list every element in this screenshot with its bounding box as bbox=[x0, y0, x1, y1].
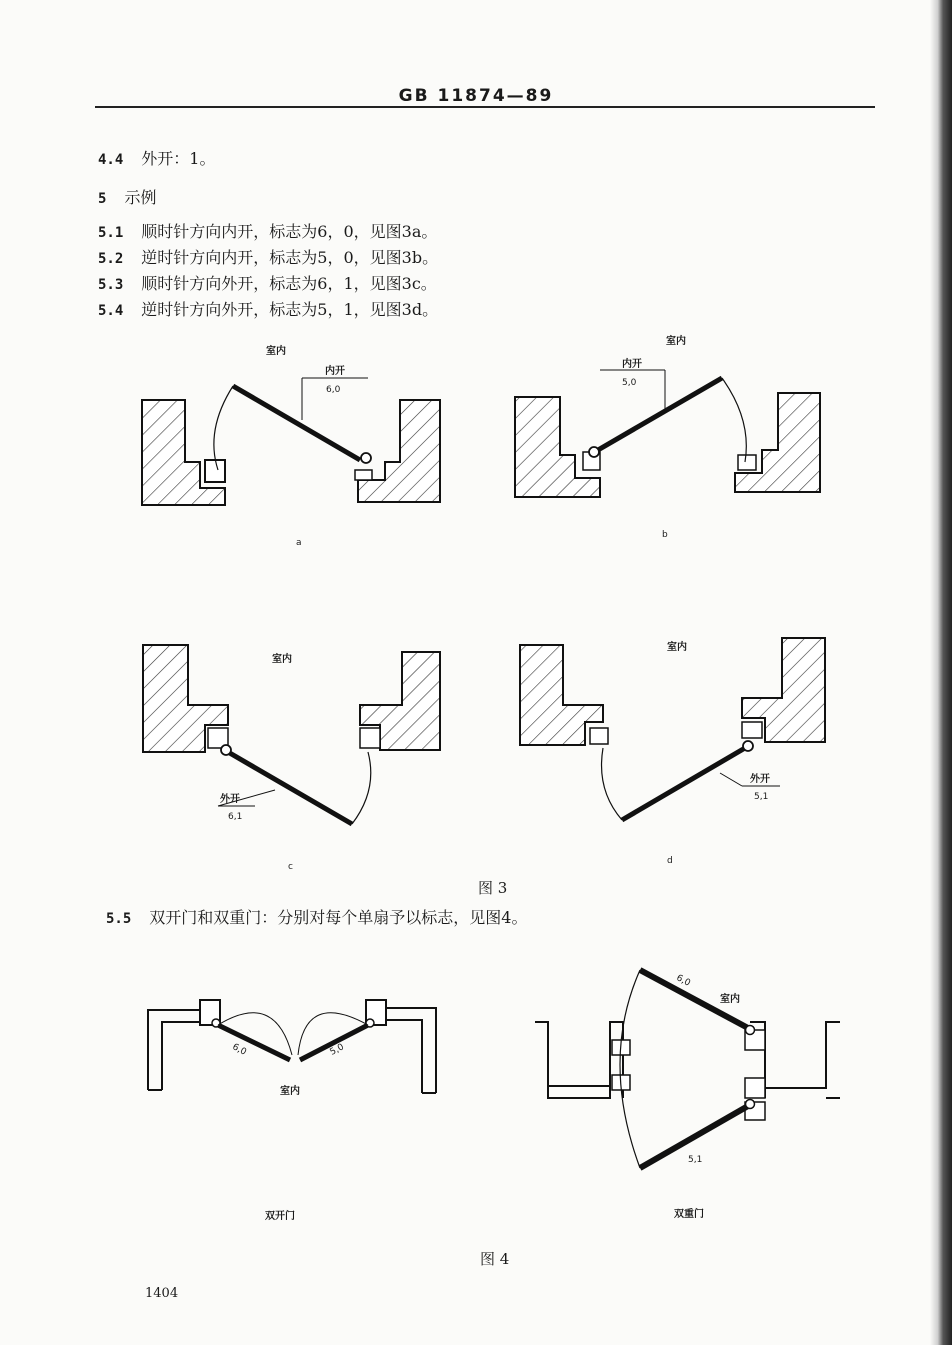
scan-binding-edge bbox=[930, 0, 952, 1345]
clause-text: 顺时针方向外开，标志为6，1，见图3c。 bbox=[141, 274, 437, 293]
figure-4-double-layer-door-diagram bbox=[535, 970, 840, 1168]
clause-text: 逆时针方向内开，标志为5，0，见图3b。 bbox=[141, 248, 439, 267]
figure-3b-diagram bbox=[515, 370, 820, 497]
fig3c-open-type: 外开 bbox=[220, 794, 240, 805]
fig3c-label: c bbox=[288, 862, 293, 872]
clause-number: 4.4 bbox=[98, 152, 124, 168]
fig3c-room-label: 室内 bbox=[272, 654, 292, 665]
fig4-right-label: 双重门 bbox=[674, 1209, 704, 1220]
clause-number: 5.4 bbox=[98, 303, 124, 319]
clause-text: 双开门和双重门：分别对每个单扇予以标志，见图4。 bbox=[149, 908, 528, 927]
clause-number: 5.5 bbox=[106, 911, 132, 927]
fig4-right-code-top: 6,0 bbox=[674, 973, 692, 989]
fig3a-code: 6,0 bbox=[326, 385, 341, 395]
fig3d-code: 5,1 bbox=[754, 792, 769, 802]
fig3b-room-label: 室内 bbox=[666, 336, 686, 347]
figure-3-caption: 图 3 bbox=[478, 879, 508, 897]
fig4-left-code-left: 6,0 bbox=[230, 1042, 248, 1058]
figure-3c-diagram bbox=[143, 645, 440, 824]
page-header-title: GB 11874—89 bbox=[398, 86, 554, 106]
fig4-left-label: 双开门 bbox=[265, 1211, 295, 1222]
figure-3a-diagram bbox=[142, 378, 440, 505]
fig3a-open-type: 内开 bbox=[325, 366, 345, 377]
clause-number: 5.3 bbox=[98, 277, 124, 293]
figure-4-caption: 图 4 bbox=[480, 1250, 510, 1268]
fig3a-room-label: 室内 bbox=[266, 346, 286, 357]
clause-text: 示例 bbox=[124, 188, 157, 207]
figure-3d-diagram bbox=[520, 638, 825, 820]
fig4-left-code-right: 5,0 bbox=[328, 1042, 346, 1058]
fig3d-open-type: 外开 bbox=[750, 774, 770, 785]
figure-4-double-door-diagram bbox=[148, 1000, 436, 1093]
clause-text: 顺时针方向内开，标志为6，0，见图3a。 bbox=[141, 222, 438, 241]
fig3b-label: b bbox=[662, 530, 668, 540]
page-number: 1404 bbox=[145, 1286, 179, 1301]
clause-number: 5.2 bbox=[98, 251, 124, 267]
fig3b-code: 5,0 bbox=[622, 378, 637, 388]
fig3b-open-type: 内开 bbox=[622, 359, 642, 370]
fig4-left-room-label: 室内 bbox=[280, 1086, 300, 1097]
fig3d-room-label: 室内 bbox=[667, 642, 687, 653]
clause-number: 5 bbox=[98, 191, 107, 207]
fig4-right-code-bottom: 5,1 bbox=[688, 1155, 703, 1165]
paragraph-5-5 bbox=[106, 905, 527, 928]
fig4-right-room-label: 室内 bbox=[720, 994, 740, 1005]
fig3a-label: a bbox=[296, 538, 302, 548]
clause-number: 5.1 bbox=[98, 225, 124, 241]
fig3d-label: d bbox=[667, 856, 673, 866]
clause-text: 外开：1。 bbox=[141, 149, 216, 168]
fig3c-code: 6,1 bbox=[228, 812, 243, 822]
clause-text: 逆时针方向外开，标志为5，1，见图3d。 bbox=[141, 300, 439, 319]
